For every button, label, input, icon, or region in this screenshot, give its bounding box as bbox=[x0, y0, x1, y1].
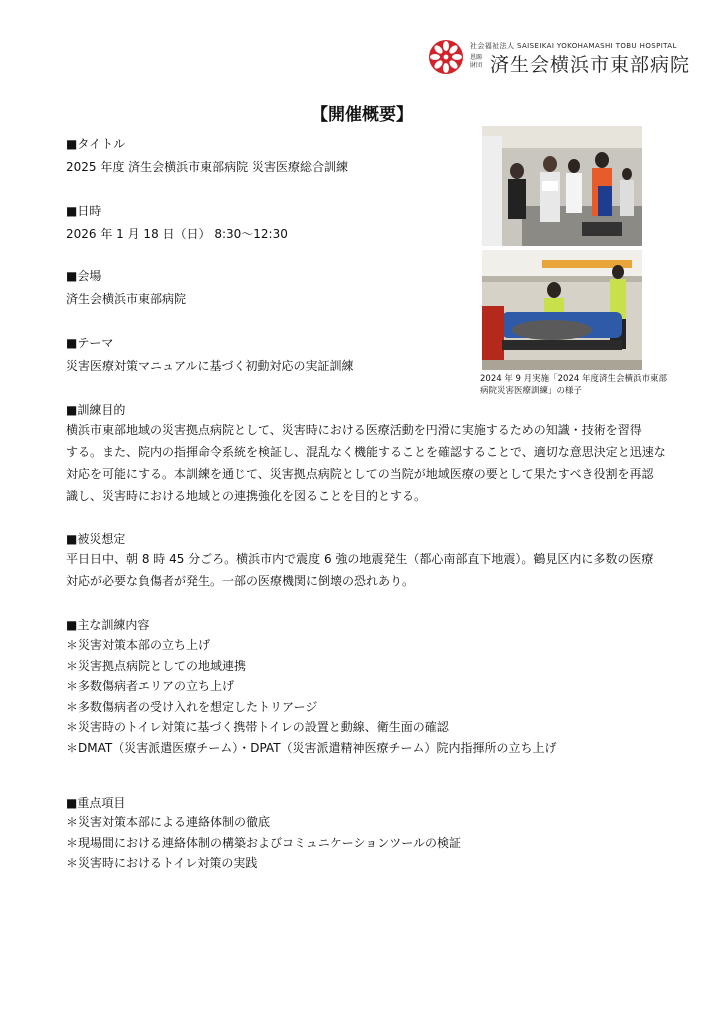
training-photo-1 bbox=[482, 126, 642, 246]
date-value: 2026 年 1 月 18 日（日） 8:30〜12:30 bbox=[66, 227, 288, 241]
scenario-paragraph bbox=[66, 548, 676, 592]
focus-heading: ■重点項目 bbox=[66, 796, 126, 810]
scenario-line: 対応が必要な負傷者が発生。一部の医療機関に倒壊の恐れあり。 bbox=[66, 574, 415, 588]
theme-value: 災害医療対策マニュアルに基づく初動対応の実証訓練 bbox=[66, 359, 354, 373]
date-heading: ■日時 bbox=[66, 204, 102, 218]
contents-list bbox=[66, 635, 557, 758]
page-title: 【開催概要】 bbox=[311, 105, 413, 125]
purpose-line: 横浜市東部地域の災害拠点病院として、災害時における医療活動を円滑に実施するための知識・技術を習得 bbox=[66, 423, 642, 437]
title-heading: ■タイトル bbox=[66, 137, 126, 151]
photo-caption-line-1: 2024 年 9 月実施「2024 年度済生会横浜市東部 bbox=[480, 374, 667, 384]
photo-caption bbox=[480, 373, 680, 397]
org-small-label: 恩賜 財団 bbox=[470, 54, 483, 69]
theme-heading: ■テーマ bbox=[66, 336, 114, 350]
saiseikai-flower-icon bbox=[428, 39, 464, 75]
venue-heading: ■会場 bbox=[66, 269, 102, 283]
title-value: 2025 年度 済生会横浜市東部病院 災害医療総合訓練 bbox=[66, 160, 348, 174]
list-item: ＊災害対策本部の立ち上げ bbox=[66, 638, 211, 652]
focus-list bbox=[66, 812, 461, 874]
list-item: ＊多数傷病者の受け入れを想定したトリアージ bbox=[66, 699, 318, 714]
contents-heading: ■主な訓練内容 bbox=[66, 618, 150, 632]
purpose-line: する。また、院内の指揮命令系統を検証し、混乱なく機能することを確認することで、適切な意思決定と迅速な bbox=[66, 445, 666, 459]
venue-value: 済生会横浜市東部病院 bbox=[66, 292, 187, 306]
training-photo-2 bbox=[482, 250, 642, 370]
purpose-heading: ■訓練目的 bbox=[66, 403, 126, 417]
purpose-paragraph bbox=[66, 419, 676, 507]
list-item: ＊現場間における連絡体制の構築およびコミュニケーションツールの検証 bbox=[66, 835, 462, 850]
hospital-name: 済生会横浜市東部病院 bbox=[490, 54, 691, 76]
photo-caption-line-2: 病院災害医療訓練」の様子 bbox=[480, 386, 583, 396]
scenario-heading: ■被災想定 bbox=[66, 532, 126, 546]
purpose-line: 対応を可能にする。本訓練を通じて、災害拠点病院としての当院が地域医療の要として果たすべき役割を再認 bbox=[66, 467, 654, 481]
list-item: ＊災害時におけるトイレ対策の実践 bbox=[66, 856, 258, 870]
scenario-line: 平日日中、朝 8 時 45 分ごろ。横浜市内で震度 6 強の地震発生（都心南部直下地震）。鶴見区内に多数の医療 bbox=[66, 552, 654, 566]
list-item: ＊DMAT（災害派遣医療チーム）・DPAT（災害派遣精神医療チーム）院内指揮所の立ち上げ bbox=[66, 740, 557, 755]
list-item: ＊災害対策本部による連絡体制の徹底 bbox=[66, 815, 271, 829]
org-prefix: 社会福祉法人 SAISEIKAI YOKOHAMASHI TOBU HOSPITAL bbox=[470, 42, 677, 50]
purpose-line: 識し、災害時における地域との連携強化を図ることを目的とする。 bbox=[66, 489, 427, 503]
list-item: ＊多数傷病者エリアの立ち上げ bbox=[66, 679, 235, 693]
list-item: ＊災害拠点病院としての地域連携 bbox=[66, 658, 247, 673]
list-item: ＊災害時のトイレ対策に基づく携帯トイレの設置と動線、衛生面の確認 bbox=[66, 720, 449, 734]
